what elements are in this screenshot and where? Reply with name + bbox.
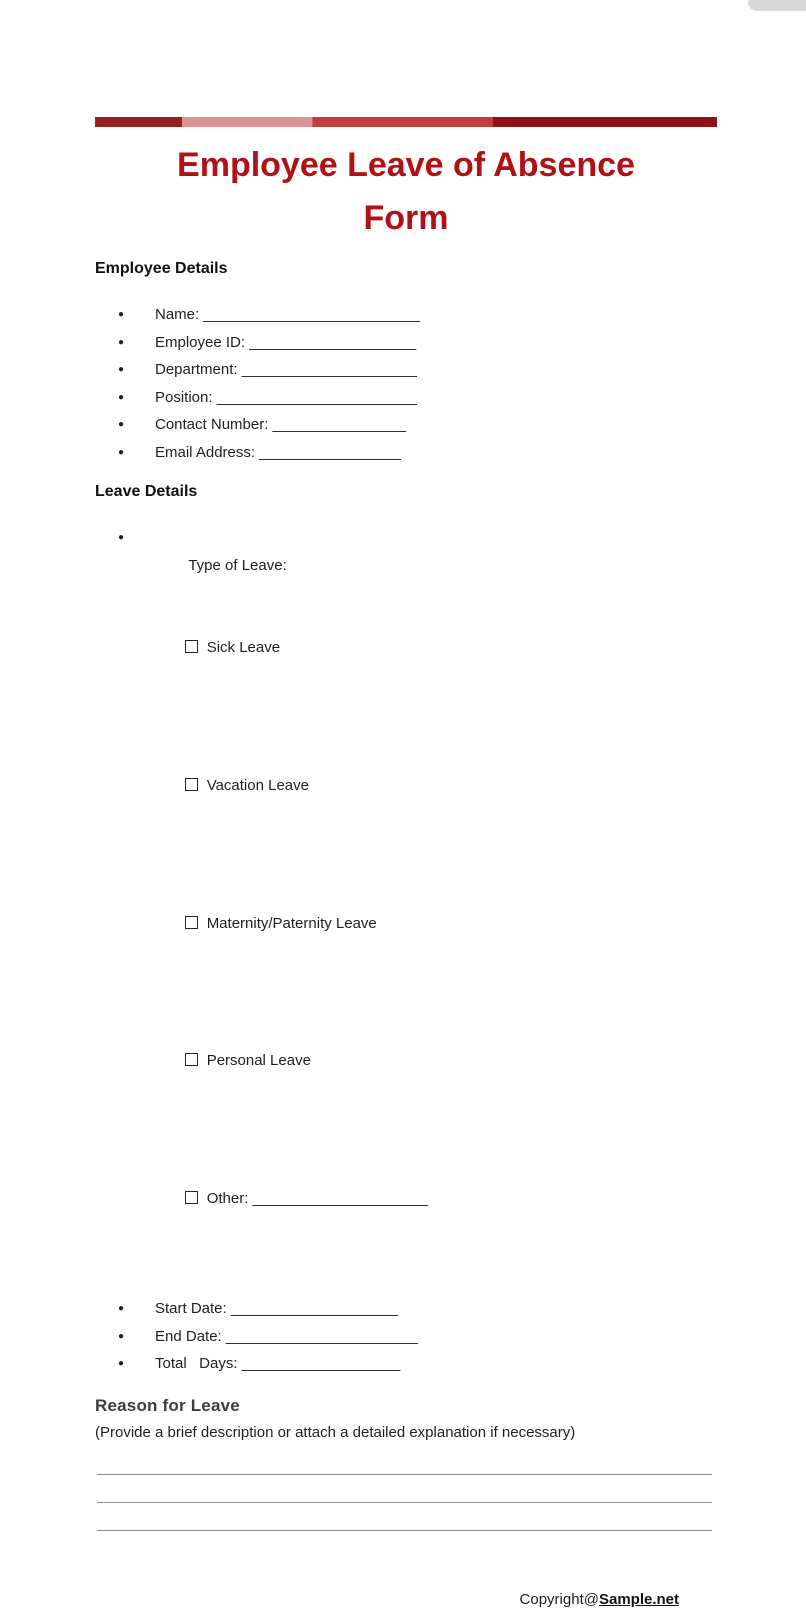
list-item-end-date: ● End Date: _______________________ [95, 1323, 717, 1351]
section-heading-employee-details: Employee Details [95, 260, 228, 277]
checkbox-icon [185, 640, 198, 653]
page-title-line2: Form [363, 199, 449, 237]
reason-instructions: (Provide a brief description or attach a detailed explanation if necessary) [95, 1423, 576, 1441]
reason-writing-area [95, 1447, 717, 1531]
list-item-position: ● Position: ________________________ [95, 384, 717, 412]
writing-line [97, 1503, 712, 1531]
checkbox-row-vacation-leave [143, 744, 717, 827]
checkbox-icon [185, 916, 198, 929]
employee-details-list [95, 301, 717, 466]
leave-details-list [95, 524, 717, 1378]
list-item-employee-id: ● Employee ID: ____________________ [95, 329, 717, 357]
footer [95, 1591, 717, 1609]
checkbox-row-personal-leave [143, 1020, 717, 1103]
page-title-line1: Employee Leave of Absence [177, 146, 635, 184]
sample-net-link[interactable]: Sample.net [598, 1590, 679, 1608]
list-item-name: ● Name: __________________________ [95, 301, 717, 329]
writing-line [97, 1447, 712, 1475]
checkbox-label: Sick Leave [206, 639, 281, 657]
section-heading-leave-details: Leave Details [95, 483, 198, 500]
checkbox-row-maternity-paternity-leave [143, 882, 717, 965]
document-content [95, 0, 717, 1609]
checkbox-icon [185, 778, 198, 791]
section-heading-reason-for-leave: Reason for Leave [95, 1395, 240, 1415]
checkbox-icon [185, 1053, 198, 1066]
list-item-department: ● Department: _____________________ [95, 356, 717, 384]
page-title [95, 139, 717, 245]
writing-line [97, 1475, 712, 1503]
list-item-contact-number: ● Contact Number: ________________ [95, 411, 717, 439]
checkbox-label: Maternity/Paternity Leave [206, 914, 377, 932]
type-of-leave-label: Type of Leave: [188, 556, 287, 574]
accent-bar [95, 117, 717, 127]
checkbox-label: Personal Leave [206, 1052, 311, 1070]
copyright-text: Copyright@ [519, 1590, 599, 1608]
checkbox-label: Vacation Leave [206, 776, 309, 794]
list-item-start-date: ● Start Date: ____________________ [95, 1295, 717, 1323]
list-item-type-of-leave [95, 524, 717, 1295]
checkbox-row-sick-leave [143, 607, 717, 690]
checkbox-icon [185, 1191, 198, 1204]
list-item-email-address: ● Email Address: _________________ [95, 439, 717, 467]
checkbox-label: Other: _____________________ [206, 1190, 428, 1208]
corner-artifact [748, 0, 806, 11]
checkbox-row-other [143, 1158, 717, 1241]
list-item-total-days: ● Total Days: ___________________ [95, 1350, 717, 1378]
